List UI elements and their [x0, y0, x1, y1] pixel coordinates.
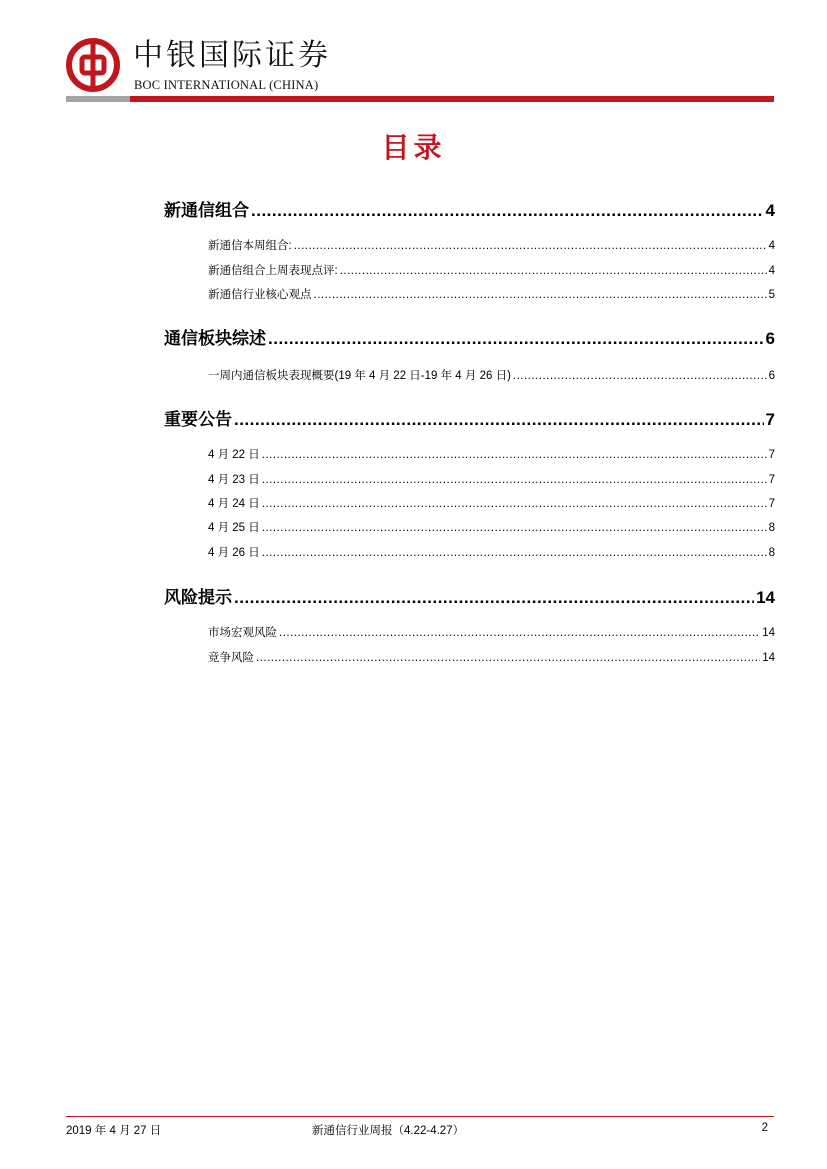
brand-name-en: BOC INTERNATIONAL (CHINA) — [134, 78, 319, 92]
toc-entry-subsection[interactable] — [208, 495, 775, 513]
toc-entry-label: 通信板块综述 — [164, 329, 266, 348]
toc-entry-subsection[interactable] — [208, 471, 775, 489]
toc-entry-section[interactable] — [164, 196, 775, 220]
toc-entry-page: 6 — [765, 329, 775, 348]
toc-entry-subsection[interactable] — [208, 286, 775, 304]
dot-leader — [251, 201, 764, 221]
dot-leader — [262, 449, 767, 461]
dot-leader — [314, 289, 767, 301]
header-rule-grey — [66, 96, 130, 102]
page-number: 2 — [761, 1122, 768, 1134]
toc-entry-label: 新通信组合 — [164, 201, 249, 220]
toc-entry-page: 7 — [768, 498, 775, 510]
dot-leader — [513, 370, 767, 382]
toc-entry-page: 6 — [768, 370, 775, 382]
brand-name-cn: 中银国际证券 — [133, 38, 331, 73]
toc-entry-label: 新通信行业核心观点 — [208, 289, 312, 301]
toc-entry-label: 一周内通信板块表现概要(19 年 4 月 22 日-19 年 4 月 26 日) — [208, 370, 511, 382]
toc-entry-page: 4 — [768, 265, 775, 277]
toc-entry-label: 新通信本周组合: — [208, 240, 292, 252]
dot-leader — [234, 410, 764, 430]
toc-entry-subsection[interactable] — [208, 519, 775, 537]
toc-entry-page: 8 — [768, 547, 775, 559]
toc-entry-subsection[interactable] — [208, 649, 775, 667]
dot-leader — [256, 652, 760, 664]
toc-entry-label: 市场宏观风险 — [208, 627, 277, 639]
toc-entry-page: 4 — [765, 201, 775, 220]
toc-entry-subsection[interactable] — [208, 624, 775, 642]
toc-entry-page: 7 — [765, 410, 775, 429]
toc-entry-page: 5 — [768, 289, 775, 301]
dot-leader — [262, 522, 767, 534]
toc-entry-page: 14 — [762, 627, 775, 639]
toc-entry-section[interactable] — [164, 324, 775, 348]
toc-entry-label: 竞争风险 — [208, 652, 254, 664]
toc-entry-label: 4 月 25 日 — [208, 522, 260, 534]
dot-leader — [340, 265, 767, 277]
toc-entry-page: 14 — [762, 652, 775, 664]
report-date: 2019 年 4 月 27 日 — [66, 1125, 162, 1137]
dot-leader — [262, 474, 767, 486]
footer-rule — [66, 1116, 774, 1117]
toc-entry-subsection[interactable] — [208, 262, 775, 280]
toc-entry-section[interactable] — [164, 583, 775, 607]
header-rule-red — [130, 96, 774, 102]
dot-leader — [268, 329, 764, 349]
toc-entry-label: 新通信组合上周表现点评: — [208, 265, 338, 277]
toc-entry-label: 4 月 24 日 — [208, 498, 260, 510]
dot-leader — [294, 240, 767, 252]
page-header — [66, 36, 774, 102]
toc-entry-page: 4 — [768, 240, 775, 252]
boc-logo-icon — [66, 38, 120, 92]
toc-entry-subsection[interactable] — [208, 446, 775, 464]
report-title: 新通信行业周报（4.22-4.27） — [312, 1125, 465, 1137]
dot-leader — [262, 498, 767, 510]
toc-entry-label: 风险提示 — [164, 588, 232, 607]
toc-title: 目录 — [381, 132, 446, 163]
dot-leader — [262, 547, 767, 559]
toc-entry-subsection[interactable] — [208, 544, 775, 562]
toc-entry-label: 4 月 22 日 — [208, 449, 260, 461]
toc-entry-label: 4 月 23 日 — [208, 474, 260, 486]
toc-entry-label: 重要公告 — [164, 410, 232, 429]
dot-leader — [279, 627, 760, 639]
toc-entry-section[interactable] — [164, 405, 775, 429]
toc-entry-page: 14 — [756, 588, 775, 607]
toc-entry-subsection[interactable] — [208, 367, 775, 385]
toc-entry-label: 4 月 26 日 — [208, 547, 260, 559]
toc-entry-page: 7 — [768, 474, 775, 486]
toc-entry-page: 8 — [768, 522, 775, 534]
dot-leader — [234, 588, 754, 608]
toc-entry-subsection[interactable] — [208, 237, 775, 255]
toc-entry-page: 7 — [768, 449, 775, 461]
